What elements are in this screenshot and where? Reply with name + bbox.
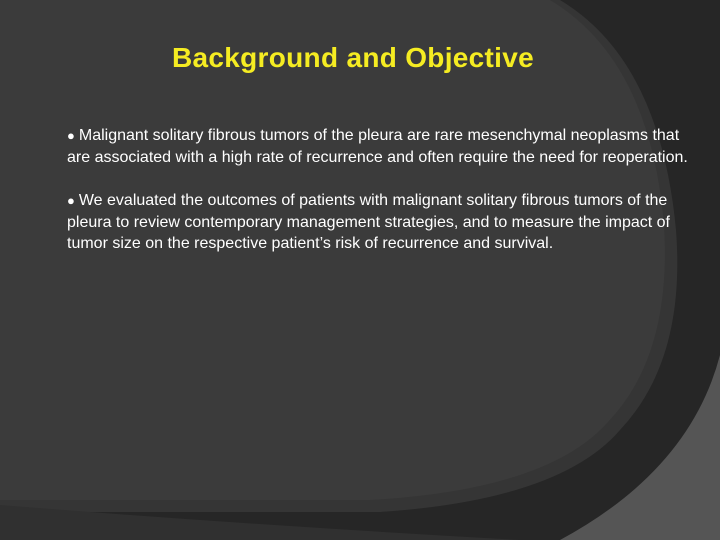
paragraph-text: Malignant solitary fibrous tumors of the pleura are rare mesenchymal neoplasms that are associated with a high rate of recurrence and often require the need for reoperation. bbox=[67, 127, 688, 166]
bullet-icon: ● bbox=[67, 193, 75, 208]
slide-body bbox=[67, 125, 692, 255]
slide-title: Background and Objective bbox=[172, 42, 534, 73]
paragraph-text: We evaluated the outcomes of patients with malignant solitary fibrous tumors of the pleura to review contemporary management strategies, and to measure the impact of tumor size on the respective patient’s risk of recurrence and survival. bbox=[67, 192, 670, 252]
bullet-paragraph-1 bbox=[67, 125, 692, 168]
bullet-paragraph-2 bbox=[67, 190, 692, 255]
bullet-icon: ● bbox=[67, 128, 75, 143]
